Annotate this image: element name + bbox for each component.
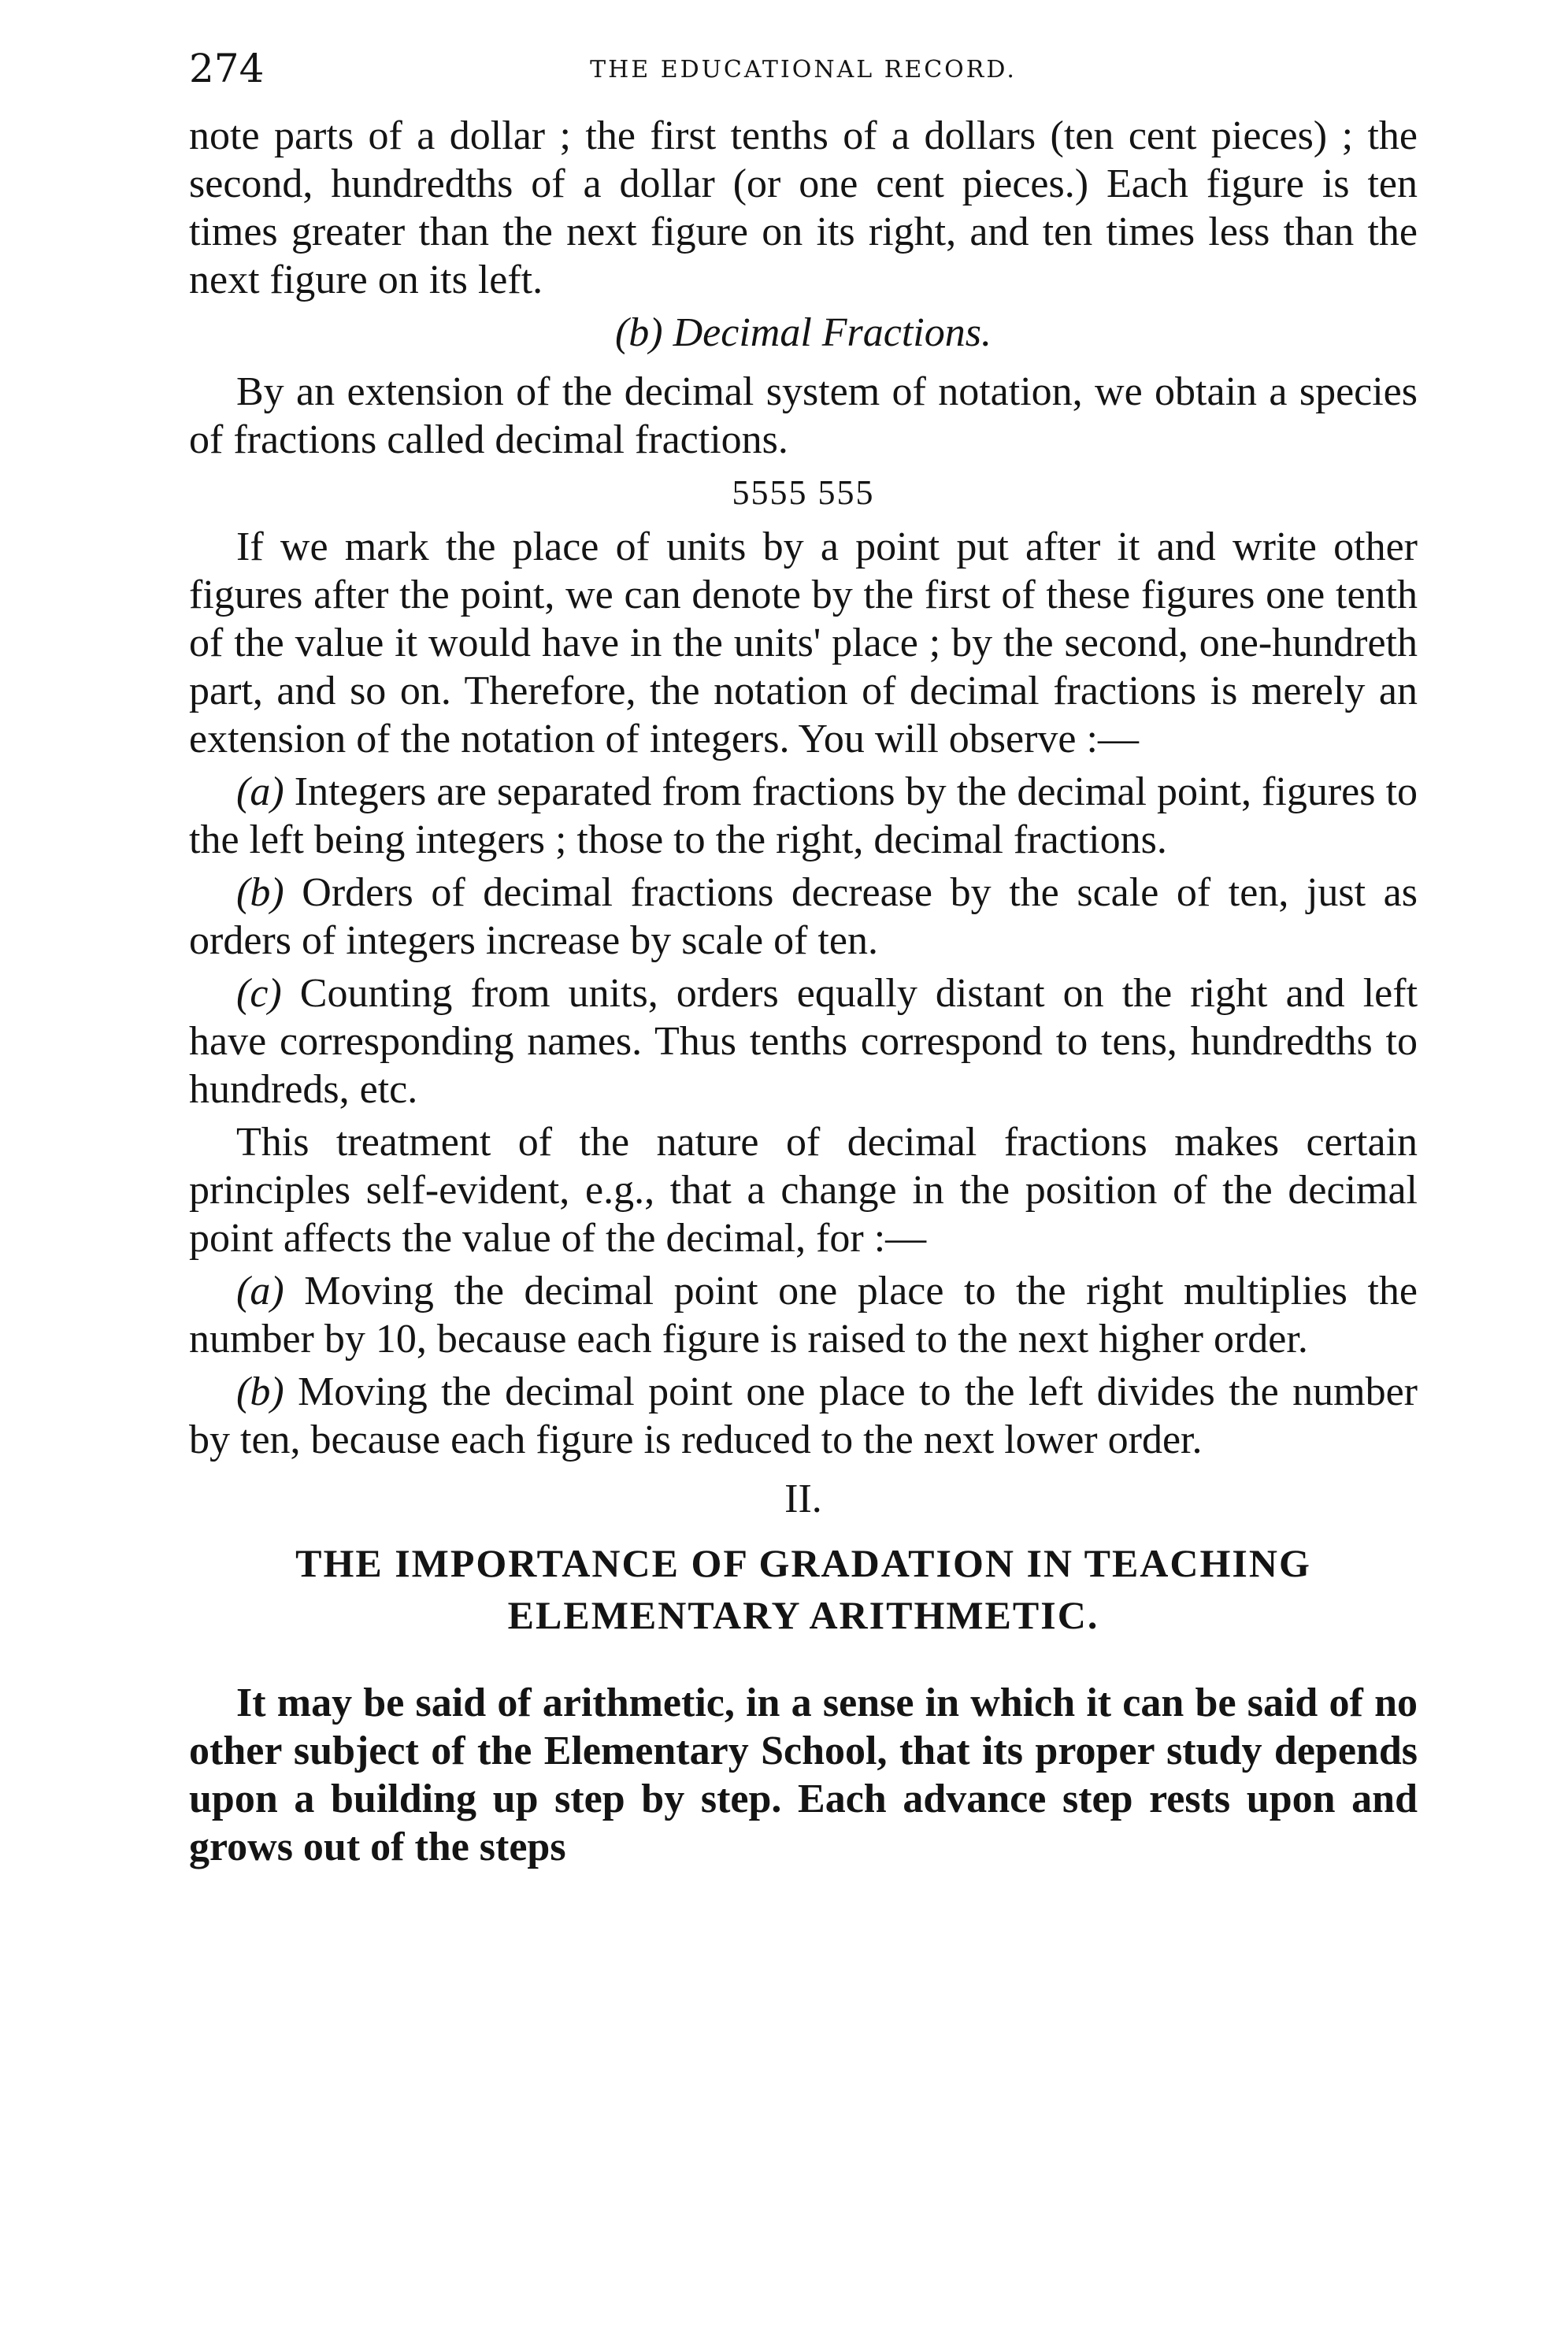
list-item-text: Counting from units, orders equally distant on the right and left have corresponding names. Thus tenths correspond to tens, hundredths to hundreds, etc. xyxy=(189,971,1418,1112)
section-title-line-1: THE IMPORTANCE OF GRADATION IN TEACHING xyxy=(295,1541,1311,1585)
list-item xyxy=(189,1368,1418,1464)
list-item-label: (c) xyxy=(236,971,282,1016)
list-item-text: Orders of decimal fractions decrease by the scale of ten, just as orders of integers increase by scale of ten. xyxy=(189,870,1418,963)
paragraph-gradation: It may be said of arithmetic, in a sense in which it can be said of no other subject of the Elementary School, that its proper study depends upon a building up step by step. Each advance step rests upon and grows out of the steps xyxy=(189,1680,1418,1869)
section-title-line-2: ELEMENTARY ARITHMETIC. xyxy=(507,1593,1099,1637)
list-item xyxy=(189,768,1418,864)
list-item xyxy=(189,1267,1418,1363)
body-text xyxy=(189,112,1418,1871)
list-item-label: (b) xyxy=(236,870,284,915)
list-item xyxy=(189,869,1418,965)
paragraph-continued: note parts of a dollar ; the first tenths of a dollars (ten cent pieces) ; the second, hundredths of a dollar (or one cent pieces.) Each figure is ten times greater than the next figure on its right, and ten times less than the next figure on its left. xyxy=(189,113,1418,302)
paragraph-treatment: This treatment of the nature of decimal fractions makes certain principles self-evident, e.g., that a change in the position of the decimal point affects the value of the decimal, for :— xyxy=(189,1120,1418,1261)
list-item-label: (a) xyxy=(236,769,284,814)
page-number: 274 xyxy=(189,46,265,91)
example-number: 5555 555 xyxy=(732,473,875,512)
list-item-text: Moving the decimal point one place to the right multiplies the number by 10, because each figure is raised to the next higher order. xyxy=(189,1269,1418,1362)
list-item xyxy=(189,969,1418,1113)
running-title: THE EDUCATIONAL RECORD. xyxy=(590,56,1017,83)
subheading-decimal-fractions: (b) Decimal Fractions. xyxy=(614,310,992,355)
page xyxy=(189,41,1418,2309)
list-item-text: Integers are separated from fractions by the decimal point, figures to the left being integers ; those to the right, decimal fractions. xyxy=(189,769,1418,862)
running-head xyxy=(189,41,1418,112)
paragraph-marking-units: If we mark the place of units by a point put after it and write other figures after the point, we can denote by the first of these figures one tenth of the value it would have in the units' place ; by the second, one-hundreth part, and so on. Therefore, the notation of decimal fractions is merely an extension of the notation of integers. You will observe :— xyxy=(189,524,1418,761)
section-number: II. xyxy=(784,1477,822,1521)
list-item-text: Moving the decimal point one place to the left divides the number by ten, because each figure is reduced to the next lower order. xyxy=(189,1369,1418,1462)
section-title xyxy=(189,1537,1418,1641)
list-item-label: (b) xyxy=(236,1369,284,1414)
paragraph-decimal-extension: By an extension of the decimal system of notation, we obtain a species of fractions called decimal fractions. xyxy=(189,369,1418,462)
list-item-label: (a) xyxy=(236,1269,284,1314)
